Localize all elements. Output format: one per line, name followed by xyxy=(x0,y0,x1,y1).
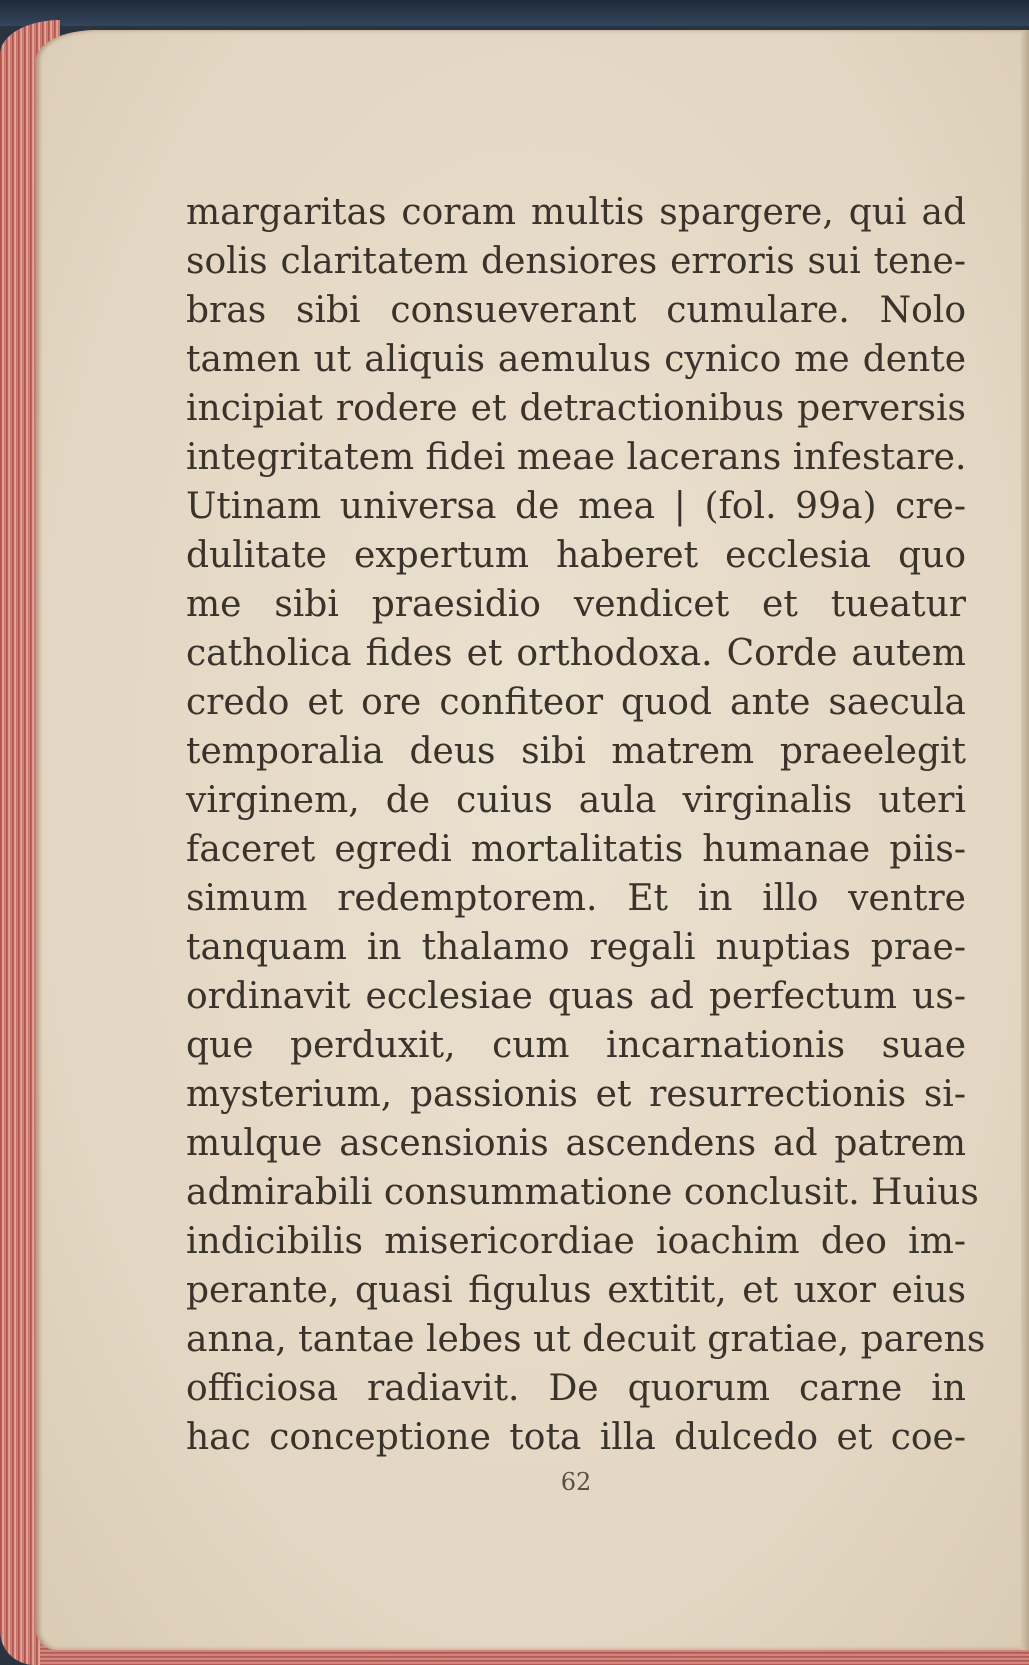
text-line: incipiat rodere et detractionibus perversis xyxy=(186,388,966,429)
text-line: bras sibi consueverant cumulare. Nolo xyxy=(186,290,966,331)
text-line: tamen ut aliquis aemulus cynico me dente xyxy=(186,339,966,380)
text-line: solis claritatem densiores erroris sui tene- xyxy=(186,241,966,282)
text-line: virginem, de cuius aula virginalis uteri xyxy=(186,780,966,821)
text-line: simum redemptorem. Et in illo ventre xyxy=(186,878,966,919)
page-edge-right xyxy=(1021,30,1029,1650)
body-text xyxy=(186,188,986,1462)
text-line: admirabili consummatione conclusit. Huius xyxy=(186,1172,979,1213)
text-line: catholica fides et orthodoxa. Corde autem xyxy=(186,633,966,674)
text-line: me sibi praesidio vendicet et tueatur xyxy=(186,584,966,625)
text-line: hac conceptione tota illa dulcedo et coe- xyxy=(186,1417,966,1458)
text-line: credo et ore confiteor quod ante saecula xyxy=(186,682,966,723)
text-line: anna, tantae lebes ut decuit gratiae, parens xyxy=(186,1319,986,1360)
text-line: ordinavit ecclesiae quas ad perfectum us- xyxy=(186,976,966,1017)
text-line: tanquam in thalamo regali nuptias prae- xyxy=(186,927,966,968)
text-line: integritatem fidei meae lacerans infestare. xyxy=(186,437,967,478)
text-line: perante, quasi figulus extitit, et uxor eius xyxy=(186,1270,966,1311)
text-line: temporalia deus sibi matrem praeelegit xyxy=(186,731,966,772)
text-line: que perduxit, cum incarnationis suae xyxy=(186,1025,966,1066)
text-line: Utinam universa de mea | (fol. 99a) cre- xyxy=(186,486,966,527)
book-cover-top xyxy=(0,0,1029,26)
text-line: dulitate expertum haberet ecclesia quo xyxy=(186,535,966,576)
text-line: mulque ascensionis ascendens ad patrem xyxy=(186,1123,966,1164)
text-line: margaritas coram multis spargere, qui ad xyxy=(186,192,966,233)
text-line: officiosa radiavit. De quorum carne in xyxy=(186,1368,966,1409)
text-line: indicibilis misericordiae ioachim deo im- xyxy=(186,1221,966,1262)
page-number: 62 xyxy=(560,1468,592,1496)
text-line: mysterium, passionis et resurrectionis si- xyxy=(186,1074,966,1115)
text-line: faceret egredi mortalitatis humanae piis- xyxy=(186,829,966,870)
